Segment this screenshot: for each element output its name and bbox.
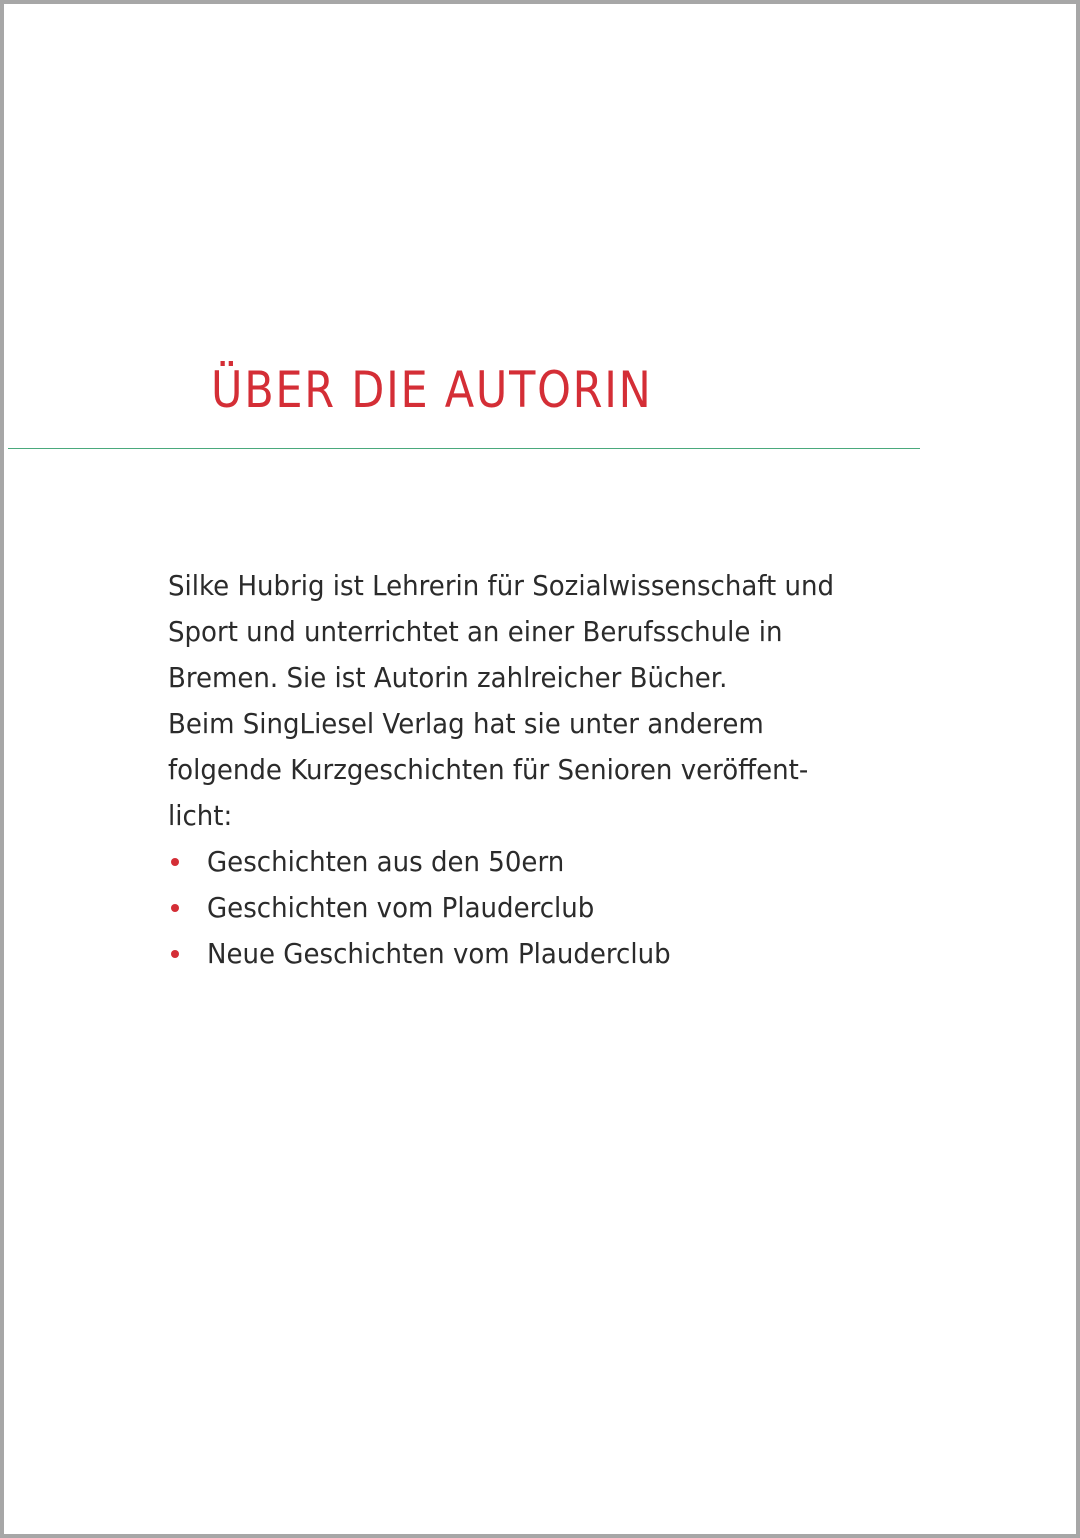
bio-line: licht: [168, 799, 233, 832]
list-item [168, 885, 928, 931]
bio-line: Silke Hubrig ist Lehrerin für Sozialwissenschaft und [168, 569, 835, 602]
book-list [168, 839, 928, 977]
book-title: Geschichten vom Plauderclub [207, 891, 595, 924]
bio-line: folgende Kurzgeschichten für Senioren veröffent- [168, 753, 809, 786]
bullet-icon [171, 858, 179, 866]
heading-divider [8, 448, 920, 449]
bullet-icon [171, 904, 179, 912]
author-bio [168, 563, 928, 977]
page-heading: ÜBER DIE AUTORIN [211, 361, 653, 419]
book-title: Neue Geschichten vom Plauderclub [207, 937, 671, 970]
bullet-icon [171, 950, 179, 958]
list-item [168, 931, 928, 977]
bio-line: Bremen. Sie ist Autorin zahlreicher Bücher. [168, 661, 728, 694]
book-title: Geschichten aus den 50ern [207, 845, 565, 878]
bio-line: Beim SingLiesel Verlag hat sie unter anderem [168, 707, 764, 740]
bio-line: Sport und unterrichtet an einer Berufsschule in [168, 615, 783, 648]
list-item [168, 839, 928, 885]
